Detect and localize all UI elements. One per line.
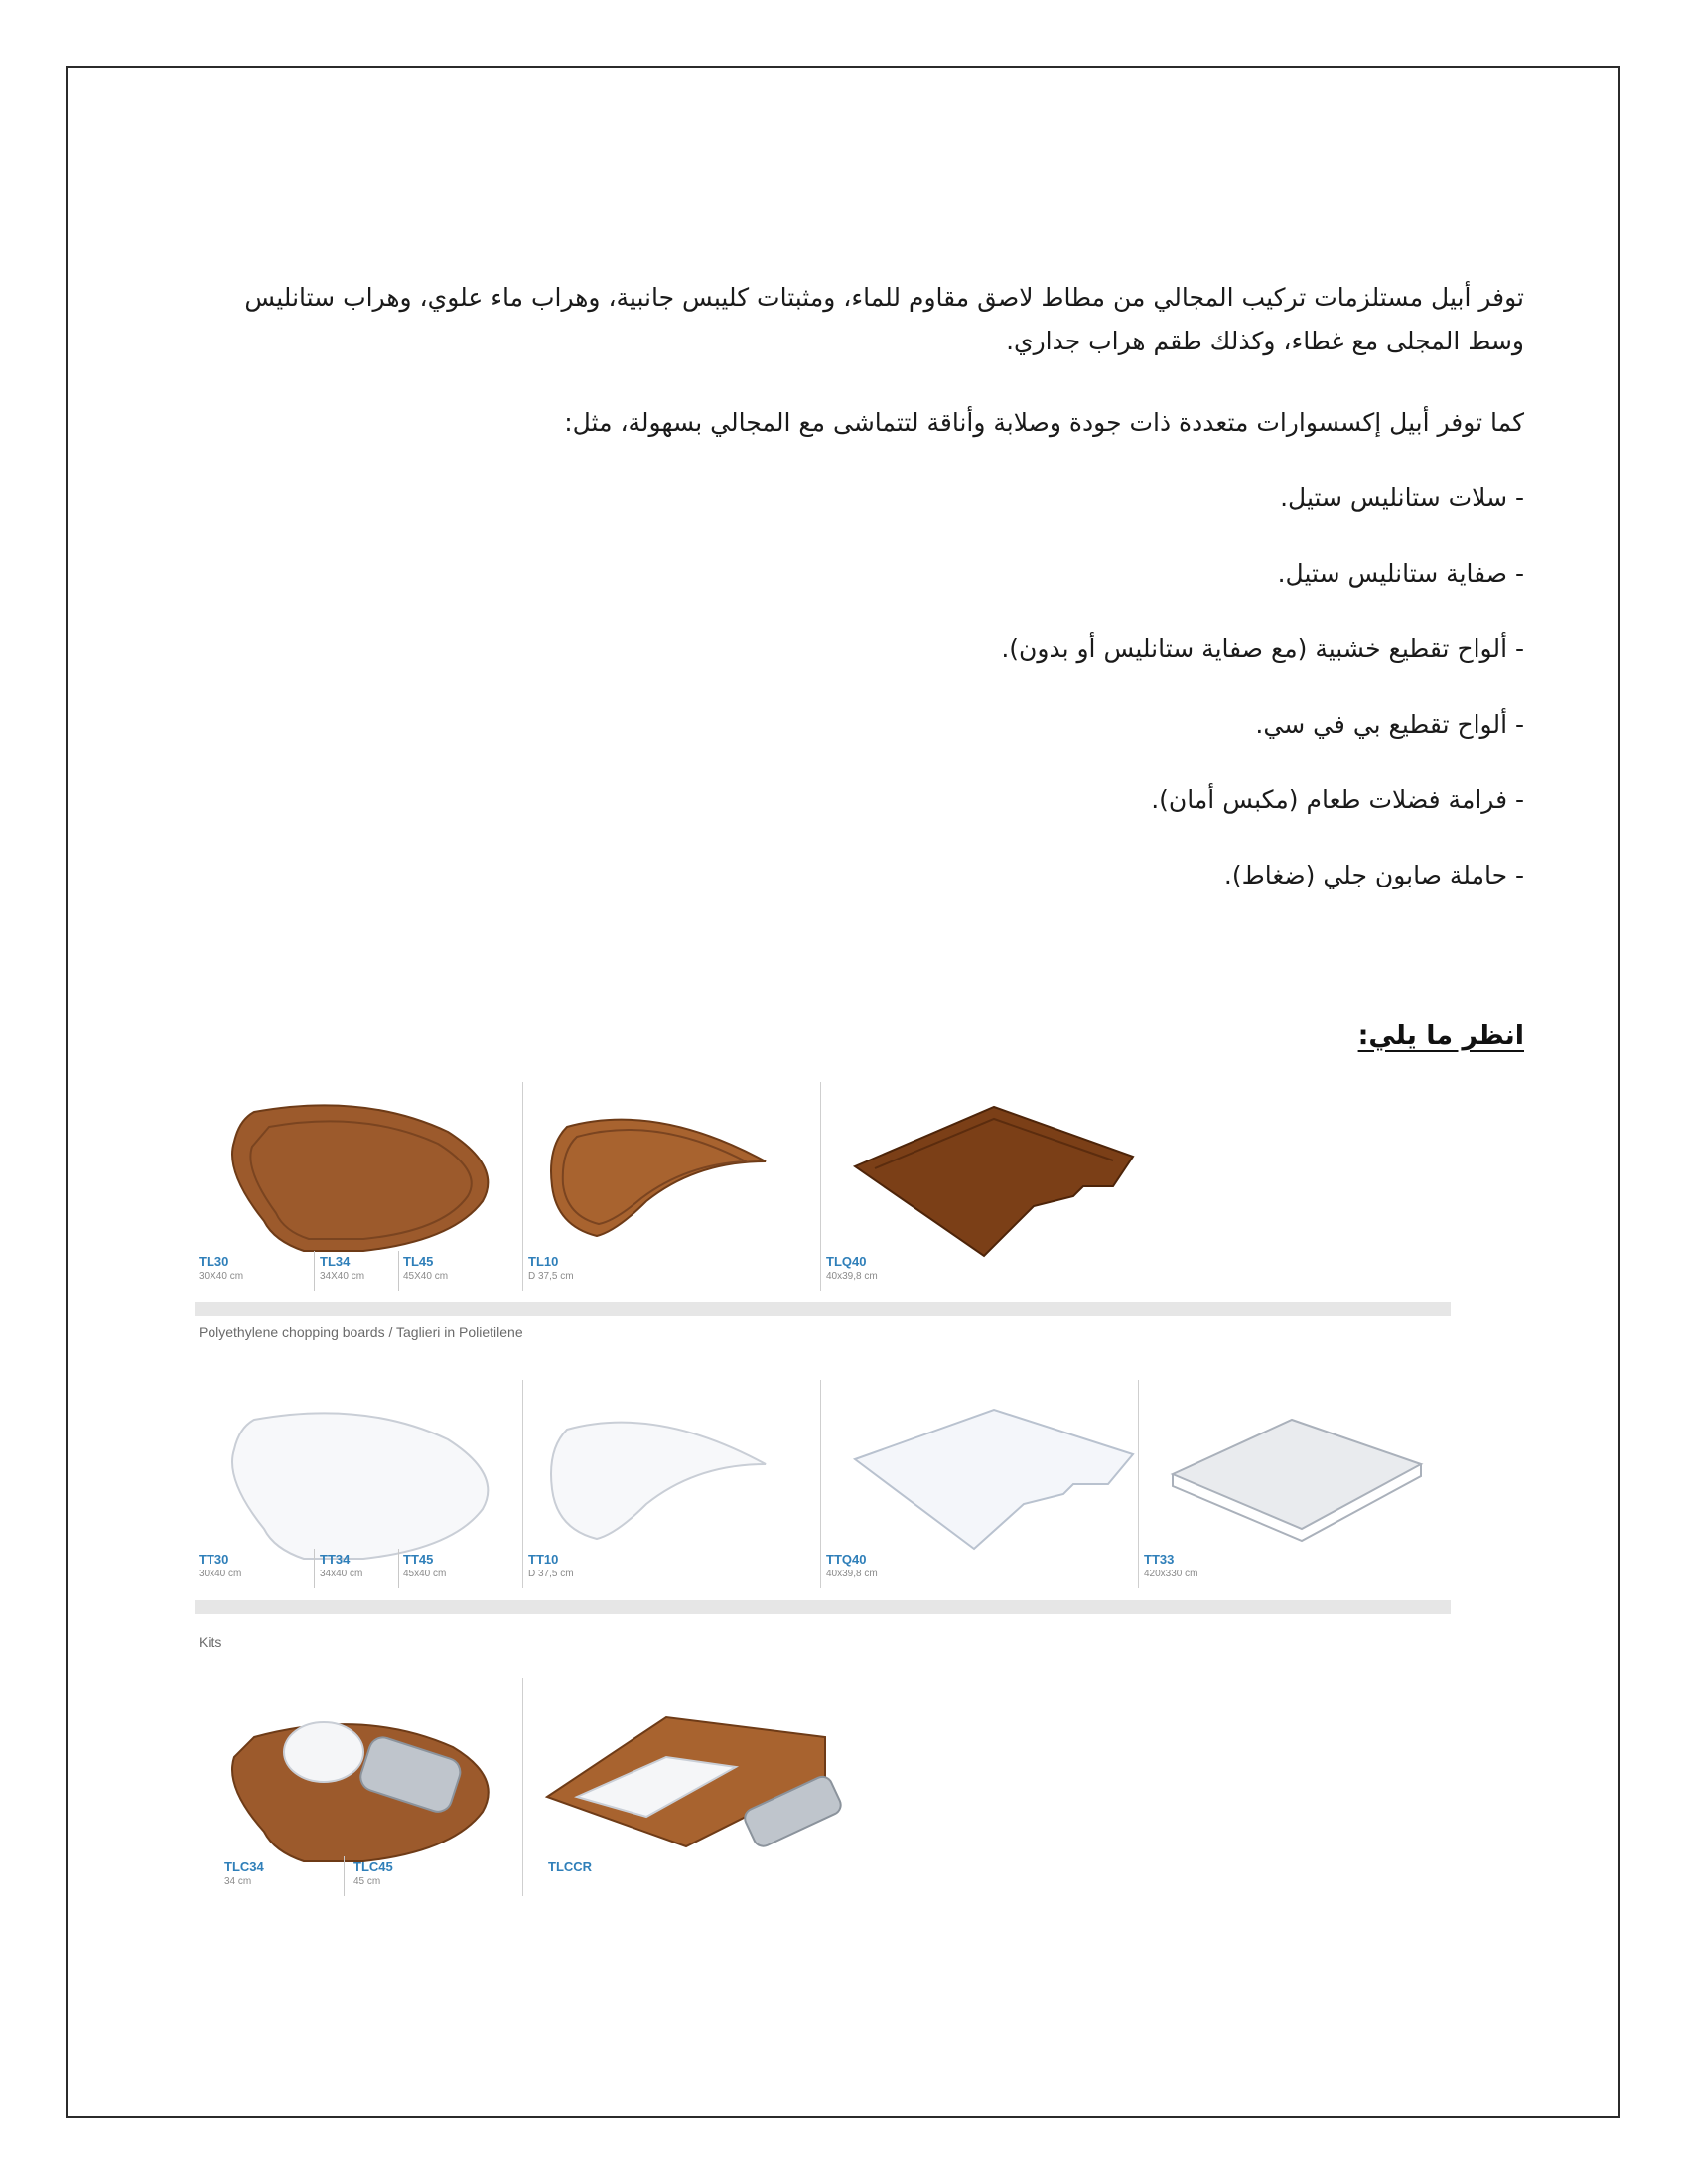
product-dim: D 37,5 cm [528, 1271, 574, 1282]
product-code: TTQ40 [826, 1552, 867, 1567]
wood-square-board-image [835, 1097, 1153, 1286]
product-code: TLC45 [353, 1859, 393, 1874]
product-code: TLQ40 [826, 1254, 867, 1269]
poly-board-image [214, 1400, 502, 1569]
product-dim: 34x40 cm [320, 1569, 363, 1579]
list-item: - صفاية ستانليس ستيل. [1277, 559, 1524, 588]
list-item: - فرامة فضلات طعام (مكبس أمان). [1151, 785, 1524, 814]
product-dim: 34 cm [224, 1876, 252, 1887]
product-code: TL10 [528, 1254, 559, 1269]
product-dim: 45 cm [353, 1876, 381, 1887]
product-code: TT10 [528, 1552, 559, 1567]
product-code: TT45 [403, 1552, 434, 1567]
section-title: Kits [199, 1634, 222, 1650]
product-dim: 30X40 cm [199, 1271, 244, 1282]
product-dim: 40x39,8 cm [826, 1271, 878, 1282]
list-item: - حاملة صابون جلي (ضغاط). [1223, 861, 1524, 889]
list-item: - سلات ستانليس ستيل. [1280, 483, 1524, 512]
kit-board-basket-image [214, 1698, 512, 1876]
product-code: TL30 [199, 1254, 229, 1269]
section-title: Polyethylene chopping boards / Taglieri in Polietilene [199, 1324, 523, 1340]
product-code: TL34 [320, 1254, 351, 1269]
product-code: TLCCR [548, 1859, 593, 1874]
poly-square-board-image [835, 1400, 1153, 1569]
product-code: TT34 [320, 1552, 351, 1567]
product-code: TLC34 [224, 1859, 264, 1874]
list-item: - ألواح تقطيع خشبية (مع صفاية ستانليس أو بدون). [1001, 634, 1524, 663]
section-divider [195, 1600, 1451, 1614]
accessories-intro: كما توفر أبيل إكسسوارات متعددة ذات جودة وصلابة وأناقة لتتماشى مع المجالي بسهولة، مثل: [564, 408, 1524, 437]
catalog-image [195, 1082, 1451, 1926]
product-code: TT30 [199, 1552, 229, 1567]
product-code: TL45 [403, 1254, 434, 1269]
poly-round-board-image [537, 1410, 795, 1559]
product-dim: 34X40 cm [320, 1271, 365, 1282]
product-code: TT33 [1144, 1552, 1175, 1567]
product-dim: 40x39,8 cm [826, 1569, 878, 1579]
product-dim: D 37,5 cm [528, 1569, 574, 1579]
product-dim: 30x40 cm [199, 1569, 242, 1579]
product-dim: 45X40 cm [403, 1271, 449, 1282]
list-item: - ألواح تقطيع بي في سي. [1255, 710, 1524, 739]
poly-rect-board-image [1153, 1405, 1441, 1564]
intro-paragraph: توفر أبيل مستلزمات تركيب المجالي من مطاط لاصق مقاوم للماء، ومثبتات كليبس جانبية، وهراب ماء علوي، وهراب ستانليس وسط المجلى مع غطاء، وكذلك طقم هراب جداري. [244, 283, 1524, 355]
product-dim: 420x330 cm [1144, 1569, 1198, 1579]
wood-round-board-image [537, 1107, 795, 1256]
wood-board-image [214, 1092, 502, 1271]
kit-board-tray-image [537, 1698, 855, 1876]
section-divider [195, 1302, 1451, 1316]
product-dim: 45x40 cm [403, 1569, 447, 1579]
see-below-heading: انظر ما يلي: [1357, 1021, 1524, 1051]
